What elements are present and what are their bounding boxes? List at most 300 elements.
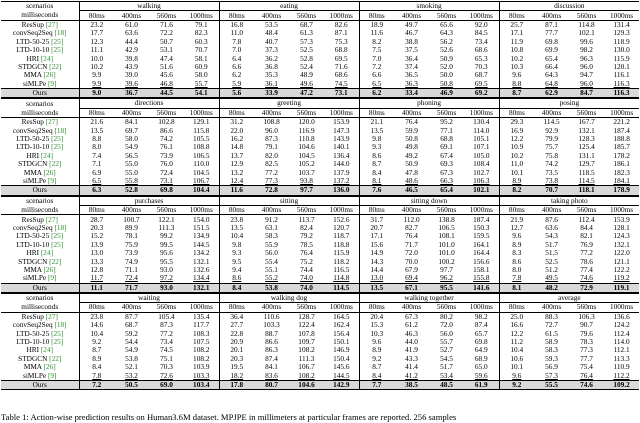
- table-cell: 144.5: [184, 241, 219, 249]
- table-cell: 164.1: [464, 241, 499, 249]
- model-name: [1, 274, 79, 283]
- table-cell: 50.8: [440, 79, 453, 88]
- citation-ref[interactable]: [18]: [54, 321, 67, 330]
- table-cell: 77.2: [160, 329, 173, 338]
- table-cell: 12.8: [90, 265, 104, 274]
- citation-ref[interactable]: [25]: [51, 45, 64, 55]
- table-cell: 8.4: [219, 283, 254, 292]
- table-cell: 7.2: [79, 380, 114, 389]
- citation-ref[interactable]: [27]: [45, 214, 58, 224]
- table-cell: 6.2: [232, 71, 242, 80]
- table-cell: 7.8: [512, 274, 522, 283]
- table-cell: 78.5: [300, 240, 313, 249]
- table-cell: 9.2: [92, 337, 102, 347]
- table-cell: 53.8: [254, 283, 289, 292]
- table-row: [1, 215, 639, 224]
- table-cell: 131.4: [613, 20, 630, 29]
- table-cell: 167.7: [578, 117, 595, 127]
- citation-ref[interactable]: [25]: [51, 37, 64, 46]
- table-cell: 38.5: [394, 380, 429, 389]
- table-cell: 50.0: [440, 71, 453, 80]
- table-cell: 59.6: [464, 371, 499, 380]
- table-cell: 15.6: [370, 240, 384, 249]
- table-cell: 61.5: [545, 329, 558, 338]
- table-cell: 118.1: [569, 186, 604, 195]
- table-cell: 65.4: [545, 54, 558, 63]
- table-cell: 116.5: [324, 266, 359, 274]
- model-name: [1, 346, 79, 354]
- table-cell: 7.0: [372, 54, 382, 63]
- table-cell: 72.2: [160, 29, 173, 38]
- table-cell: 7.5: [372, 45, 382, 55]
- table-cell: 75.3: [324, 38, 359, 46]
- table-cell: 88.7: [265, 329, 278, 338]
- table-cell: 25.7: [510, 20, 524, 29]
- table-cell: 156.4: [324, 329, 359, 337]
- model-name: [1, 54, 79, 62]
- table-cell: 77.3: [580, 346, 593, 355]
- horizon-label: 400ms: [534, 11, 569, 20]
- table-cell: 74.5: [160, 346, 173, 355]
- table-cell: 74.9: [125, 257, 138, 266]
- table-cell: 13.5: [90, 126, 104, 135]
- milliseconds-label: milliseconds: [1, 108, 79, 117]
- citation-ref[interactable]: [9]: [47, 176, 57, 185]
- horizon-label: 400ms: [534, 303, 569, 312]
- table-cell: 72.4: [125, 274, 138, 283]
- table-cell: 10.4: [90, 329, 104, 338]
- table-cell: 23.2: [90, 20, 104, 29]
- citation-ref[interactable]: [27]: [45, 117, 58, 127]
- table-row: [1, 38, 639, 46]
- table-cell: 43.9: [125, 62, 138, 71]
- table-cell: 72.7: [545, 321, 558, 330]
- table-cell: 150.1: [324, 338, 359, 346]
- table-row: [1, 312, 639, 321]
- table-cell: 54.3: [545, 232, 558, 241]
- model-label: HRI: [26, 346, 41, 355]
- scenario-name: waiting: [79, 293, 219, 302]
- table-cell: 58.3: [265, 232, 278, 241]
- table-cell: 96.0: [580, 79, 593, 88]
- citation-ref[interactable]: [25]: [51, 240, 64, 249]
- table-row: [1, 224, 639, 232]
- model-name: [1, 363, 79, 371]
- table-cell: 74.5: [324, 80, 359, 89]
- table-cell: 128.7: [298, 312, 315, 321]
- table-cell: 36.7: [114, 88, 149, 97]
- model-name: [1, 355, 79, 363]
- citation-ref[interactable]: [27]: [45, 312, 58, 321]
- table-cell: 78.3: [580, 337, 593, 347]
- table-cell: 15.2: [90, 232, 104, 241]
- citation-ref[interactable]: [26]: [43, 363, 56, 372]
- table-cell: 5.9: [232, 79, 242, 88]
- table-cell: 44.5: [149, 88, 184, 97]
- table-cell: 17.8: [219, 380, 254, 389]
- table-cell: 115.8: [184, 126, 219, 134]
- horizon-label: 1000ms: [324, 108, 359, 117]
- ours-label: Ours: [1, 186, 79, 195]
- model-name: [1, 241, 79, 249]
- citation-ref[interactable]: [25]: [51, 134, 64, 144]
- table-cell: 122.0: [613, 248, 630, 258]
- table-cell: 60.3: [184, 38, 219, 46]
- model-name: [1, 71, 79, 79]
- table-cell: 104.4: [184, 186, 219, 195]
- table-cell: 106.5: [438, 223, 455, 232]
- table-cell: 36.2: [265, 54, 278, 63]
- model-label: convSeq2Seq: [12, 29, 55, 38]
- table-cell: 92.0: [464, 20, 499, 29]
- milliseconds-header-row: [1, 108, 639, 117]
- table-cell: 88.3: [545, 312, 558, 321]
- table-cell: 95.5: [160, 257, 173, 266]
- table-row: [1, 274, 639, 283]
- milliseconds-header-row: [1, 205, 639, 214]
- table-cell: 11.6: [370, 29, 384, 38]
- table-cell: 13.5: [230, 223, 244, 232]
- table-cell: 184.1: [613, 176, 630, 185]
- table-row: [1, 152, 639, 160]
- table-cell: 105.4: [158, 312, 175, 321]
- table-cell: 40.7: [265, 37, 278, 46]
- table-cell: 10.3: [370, 329, 384, 338]
- citation-ref[interactable]: [25]: [51, 143, 64, 152]
- table-cell: 6.9: [92, 168, 102, 177]
- table-cell: 46.7: [405, 29, 418, 38]
- citation-ref[interactable]: [26]: [43, 168, 56, 177]
- citation-ref[interactable]: [26]: [43, 71, 56, 80]
- table-cell: 11.6: [219, 186, 254, 195]
- table-cell: 71.6: [324, 63, 359, 71]
- scenario-header-row: [1, 293, 639, 302]
- table-cell: 75.7: [545, 143, 559, 152]
- horizon-label: 560ms: [149, 108, 184, 117]
- table-cell: 56.2: [440, 37, 453, 46]
- table-cell: 69.5: [324, 54, 359, 62]
- model-label: HRI: [26, 248, 41, 258]
- table-cell: 130.4: [464, 118, 499, 127]
- citation-ref[interactable]: [9]: [47, 79, 57, 88]
- citation-ref[interactable]: [18]: [54, 223, 67, 232]
- horizon-label: 400ms: [254, 205, 289, 214]
- table-cell: 86.3: [265, 346, 278, 355]
- table-cell: 6.4: [232, 54, 242, 63]
- table-cell: 9.6: [512, 71, 522, 80]
- table-cell: 29.3: [510, 117, 524, 127]
- model-label: MMA: [23, 71, 44, 80]
- table-cell: 11.9: [510, 37, 524, 46]
- horizon-label: 560ms: [569, 205, 604, 214]
- citation-ref[interactable]: [22]: [49, 160, 62, 169]
- citation-ref[interactable]: [25]: [51, 329, 64, 338]
- table-cell: 8.4: [372, 168, 382, 177]
- table-row: [1, 20, 639, 29]
- table-caption: Table 1: Action-wise prediction results on Human3.6M dataset. MPJPE in millimeters at particular frames are reported. 256 samples: [1, 412, 457, 422]
- table-cell: 13.9: [90, 240, 104, 249]
- table-row: [1, 177, 639, 186]
- horizon-label: 560ms: [289, 205, 324, 214]
- table-cell: 58.3: [545, 346, 558, 355]
- table-cell: 75.9: [125, 240, 138, 249]
- citation-ref[interactable]: [24]: [40, 346, 54, 355]
- table-cell: 54.9: [125, 346, 138, 355]
- table-cell: 8.6: [512, 257, 522, 266]
- table-cell: 110.9: [613, 363, 630, 372]
- model-label: HRI: [26, 54, 41, 63]
- scenario-name: smoking: [359, 2, 499, 11]
- citation-ref[interactable]: [22]: [49, 257, 62, 266]
- table-cell: 12.7: [510, 223, 524, 232]
- table-cell: 136.6: [613, 312, 630, 321]
- model-name: [1, 63, 79, 71]
- table-cell: 53.1: [160, 45, 173, 55]
- table-cell: 101.0: [438, 248, 455, 258]
- citation-ref[interactable]: [24]: [40, 151, 54, 160]
- table-cell: 16.8: [230, 20, 244, 29]
- table-cell: 130.0: [613, 45, 630, 55]
- table-cell: 8.0: [512, 265, 522, 274]
- citation-ref[interactable]: [25]: [51, 232, 64, 241]
- horizon-label: 400ms: [394, 108, 429, 117]
- table-cell: 146.9: [324, 346, 359, 354]
- table-cell: 16.6: [510, 321, 524, 330]
- table-cell: 86.6: [160, 126, 173, 135]
- table-cell: 53.8: [125, 354, 138, 363]
- table-cell: 144.5: [324, 371, 359, 380]
- scenario-header-row: [1, 99, 639, 108]
- table-cell: 107.5: [184, 338, 219, 346]
- table-cell: 11.2: [510, 337, 524, 347]
- citation-ref[interactable]: [18]: [54, 29, 67, 38]
- table-cell: 102.1: [578, 29, 595, 38]
- table-cell: 96.2: [440, 274, 453, 283]
- table-cell: 41.2: [405, 371, 418, 380]
- table-cell: 36.4: [230, 312, 244, 321]
- table-cell: 55.7: [184, 80, 219, 89]
- table-cell: 106.3: [464, 177, 499, 186]
- model-label: STDGCN: [18, 62, 50, 71]
- table-cell: 6.5: [92, 176, 102, 185]
- table-cell: 122.1: [158, 214, 175, 224]
- table-cell: 50.7: [160, 37, 173, 46]
- table-cell: 10.1: [510, 168, 524, 177]
- citation-ref[interactable]: [9]: [47, 274, 57, 283]
- table-cell: 47.8: [405, 168, 418, 177]
- scenario-name: walking dog: [219, 293, 359, 302]
- ours-row: [1, 380, 639, 389]
- table-row: [1, 29, 639, 37]
- horizon-label: 80ms: [499, 11, 534, 20]
- ours-label: Ours: [1, 88, 79, 97]
- table-cell: 71.7: [405, 240, 418, 249]
- model-label: ResSup: [21, 214, 46, 224]
- scenarios-label: scenarios: [1, 196, 79, 205]
- table-cell: 53.5: [265, 20, 278, 29]
- model-label: siMLPe: [23, 371, 48, 380]
- table-cell: 106.3: [578, 312, 595, 321]
- table-cell: 93.8: [300, 176, 313, 185]
- table-cell: 36.1: [265, 79, 278, 88]
- table-cell: 73.1: [160, 176, 173, 185]
- table-cell: 178.9: [604, 186, 639, 195]
- table-cell: 66.4: [545, 62, 558, 71]
- table-cell: 97.7: [289, 186, 324, 195]
- table-row: [1, 338, 639, 346]
- ours-label: Ours: [1, 283, 79, 292]
- table-cell: 135.4: [184, 312, 219, 321]
- table-cell: 132.1: [184, 283, 219, 292]
- table-cell: 114.5: [324, 283, 359, 292]
- table-cell: 68.7: [300, 20, 313, 29]
- table-cell: 61.2: [405, 321, 418, 330]
- table-cell: 118.7: [324, 232, 359, 240]
- citation-ref[interactable]: [22]: [49, 62, 62, 71]
- ours-row: [1, 283, 639, 292]
- table-cell: 69.3: [440, 160, 453, 169]
- table-cell: 153.9: [324, 118, 359, 127]
- table-cell: 69.8: [545, 37, 558, 46]
- table-cell: 21.6: [90, 117, 104, 127]
- horizon-label: 560ms: [149, 303, 184, 312]
- table-cell: 20.3: [230, 354, 244, 363]
- citation-ref[interactable]: [27]: [45, 20, 58, 29]
- table-cell: 116.9: [298, 126, 315, 135]
- table-cell: 10.8: [510, 45, 524, 55]
- table-cell: 187.4: [464, 215, 499, 224]
- table-cell: 129.7: [578, 160, 595, 169]
- table-cell: 20.1: [230, 346, 244, 355]
- results-block-3: [1, 196, 639, 293]
- model-label: LTD-10-10: [16, 337, 52, 347]
- horizon-label: 400ms: [254, 108, 289, 117]
- model-name: [1, 135, 79, 143]
- table-cell: 20.7: [370, 223, 384, 232]
- horizon-label: 560ms: [569, 108, 604, 117]
- table-cell: 16.9: [510, 126, 524, 135]
- table-cell: 43.3: [405, 354, 418, 363]
- table-cell: 178.2: [613, 151, 630, 160]
- table-cell: 153.9: [613, 214, 630, 224]
- table-cell: 68.8: [324, 46, 359, 54]
- table-cell: 38.8: [405, 37, 418, 46]
- citation-ref[interactable]: [24]: [40, 54, 54, 63]
- model-name: [1, 371, 79, 380]
- table-cell: 7.2: [372, 62, 382, 71]
- table-cell: 22.0: [230, 126, 244, 135]
- table-cell: 64.9: [464, 346, 499, 354]
- table-cell: 137.9: [324, 168, 359, 176]
- table-cell: 56.9: [545, 363, 558, 372]
- scenario-name: phoning: [359, 99, 499, 108]
- table-cell: 108.8: [184, 143, 219, 151]
- table-cell: 70.0: [405, 257, 418, 266]
- horizon-label: 80ms: [79, 11, 114, 20]
- table-cell: 48.4: [265, 29, 278, 38]
- model-label: siMLPe: [23, 274, 48, 283]
- table-cell: 67.1: [394, 283, 429, 292]
- citation-ref[interactable]: [24]: [40, 248, 54, 258]
- table-cell: 51.5: [545, 248, 558, 258]
- table-cell: 46.5: [394, 186, 429, 195]
- model-name: [1, 249, 79, 257]
- table-cell: 150.4: [324, 355, 359, 363]
- model-label: LTD-50-25: [16, 134, 52, 144]
- horizon-label: 1000ms: [324, 11, 359, 20]
- table-cell: 110.0: [184, 160, 219, 168]
- citation-ref[interactable]: [9]: [47, 371, 57, 380]
- table-cell: 114.0: [613, 337, 630, 347]
- table-cell: 55.7: [440, 337, 453, 347]
- table-cell: 134.9: [184, 232, 219, 240]
- table-cell: 46.3: [405, 329, 418, 338]
- model-label: ResSup: [21, 312, 46, 321]
- table-cell: 118.8: [324, 241, 359, 249]
- table-row: [1, 63, 639, 71]
- model-label: siMLPe: [23, 79, 48, 88]
- table-cell: 39.0: [125, 71, 138, 80]
- citation-ref[interactable]: [18]: [54, 126, 67, 135]
- table-cell: 76.4: [405, 232, 418, 241]
- table-cell: 21.9: [510, 214, 524, 224]
- model-label: convSeq2Seq: [12, 223, 55, 232]
- table-cell: 122.4: [298, 321, 315, 330]
- milliseconds-header-row: [1, 11, 639, 20]
- table-cell: 82.4: [300, 223, 313, 232]
- table-cell: 75.8: [545, 151, 559, 160]
- table-cell: 72.4: [160, 168, 173, 177]
- table-cell: 131.1: [578, 151, 595, 160]
- citation-ref[interactable]: [22]: [49, 354, 62, 363]
- table-cell: 76.0: [160, 160, 173, 169]
- citation-ref[interactable]: [26]: [43, 265, 56, 274]
- model-label: HRI: [26, 151, 41, 160]
- table-cell: 65.4: [429, 186, 464, 195]
- table-cell: 79.1: [265, 143, 278, 152]
- table-cell: 136.4: [324, 152, 359, 160]
- table-cell: 84.1: [265, 363, 278, 372]
- table-cell: 21.1: [370, 117, 384, 127]
- model-name: [1, 168, 79, 176]
- table-cell: 13.0: [370, 274, 384, 283]
- table-cell: 93.0: [149, 283, 184, 292]
- table-cell: 82.3: [184, 29, 219, 37]
- table-cell: 52.0: [440, 62, 453, 71]
- table-cell: 87.7: [125, 312, 138, 321]
- scenario-name: discussion: [499, 2, 639, 11]
- table-cell: 69.8: [464, 338, 499, 346]
- table-cell: 11.1: [90, 45, 103, 55]
- horizon-label: 400ms: [114, 303, 149, 312]
- table-cell: 108.2: [184, 355, 219, 363]
- table-cell: 114.0: [464, 126, 499, 134]
- table-cell: 129.3: [613, 29, 630, 38]
- table-row: [1, 329, 639, 337]
- horizon-label: 1000ms: [184, 205, 219, 214]
- table-row: [1, 346, 639, 354]
- table-cell: 96.0: [265, 126, 278, 135]
- table-cell: 92.9: [545, 126, 559, 135]
- citation-ref[interactable]: [25]: [51, 337, 64, 347]
- table-cell: 49.5: [545, 274, 558, 283]
- table-cell: 155.8: [464, 274, 499, 283]
- table-cell: 114.5: [543, 117, 560, 127]
- scenario-name: sitting down: [359, 196, 499, 205]
- table-cell: 144.0: [324, 160, 359, 168]
- table-cell: 9.5: [232, 257, 242, 266]
- table-cell: 112.4: [613, 329, 630, 338]
